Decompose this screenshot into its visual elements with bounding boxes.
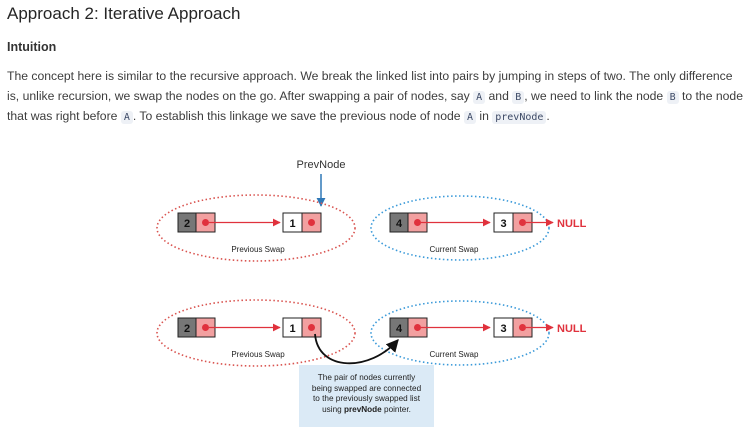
para-text-4: . To establish this linkage we save the previous node of node	[132, 109, 464, 123]
svg-text:1: 1	[289, 218, 296, 230]
note-prevnode-bold: prevNode	[343, 404, 382, 414]
null-label-2: NULL	[557, 323, 587, 335]
svg-text:4: 4	[395, 218, 403, 230]
note-line-1: The pair of nodes currently	[317, 373, 416, 382]
svg-text:3: 3	[500, 218, 507, 230]
previous-swap-label-2: Previous Swap	[231, 350, 285, 359]
current-swap-label: Current Swap	[429, 245, 479, 254]
para-text-and: and	[485, 88, 513, 103]
para-text-5: in	[475, 109, 493, 123]
svg-text:3: 3	[500, 323, 507, 335]
node-1	[283, 213, 321, 232]
svg-text:2: 2	[183, 218, 191, 230]
svg-text:1: 1	[289, 323, 296, 335]
note-line-4	[299, 405, 434, 416]
current-swap-label-2: Current Swap	[429, 350, 479, 359]
prevnode-link-arrow	[315, 334, 398, 363]
note-line-3: to the previously swapped list	[313, 394, 420, 403]
note-line-4-post: pointer.	[381, 404, 411, 414]
para-text-1: The concept here is similar to the recursive approach. We break the linked list into pairs by jumping in steps of two. The only difference is, unlike recursion, we swap the nodes on the go. After swapping a pair of nodes, say	[7, 69, 733, 103]
code-a: A	[473, 91, 485, 104]
note-line-2: being swapped are connected	[311, 383, 422, 393]
code-b: B	[512, 91, 524, 104]
note-line-4-pre: using	[322, 404, 344, 414]
svg-text:4: 4	[395, 323, 403, 335]
section-subtitle: Intuition	[7, 40, 57, 54]
page-title: Approach 2: Iterative Approach	[7, 4, 241, 23]
prevnode-label: PrevNode	[296, 159, 346, 171]
null-label: NULL	[557, 218, 587, 230]
code-b-2: B	[667, 91, 679, 104]
code-a-3: A	[464, 111, 476, 124]
para-text-3: to the node that was right before	[7, 88, 743, 123]
code-prevnode: prevNode	[492, 111, 546, 124]
previous-swap-label: Previous Swap	[231, 245, 285, 254]
para-text-2: , we need to link the node	[524, 88, 667, 103]
para-text-end: .	[546, 109, 550, 123]
code-a-2: A	[121, 111, 133, 124]
explanation-note	[299, 365, 434, 427]
svg-text:2: 2	[183, 323, 191, 335]
